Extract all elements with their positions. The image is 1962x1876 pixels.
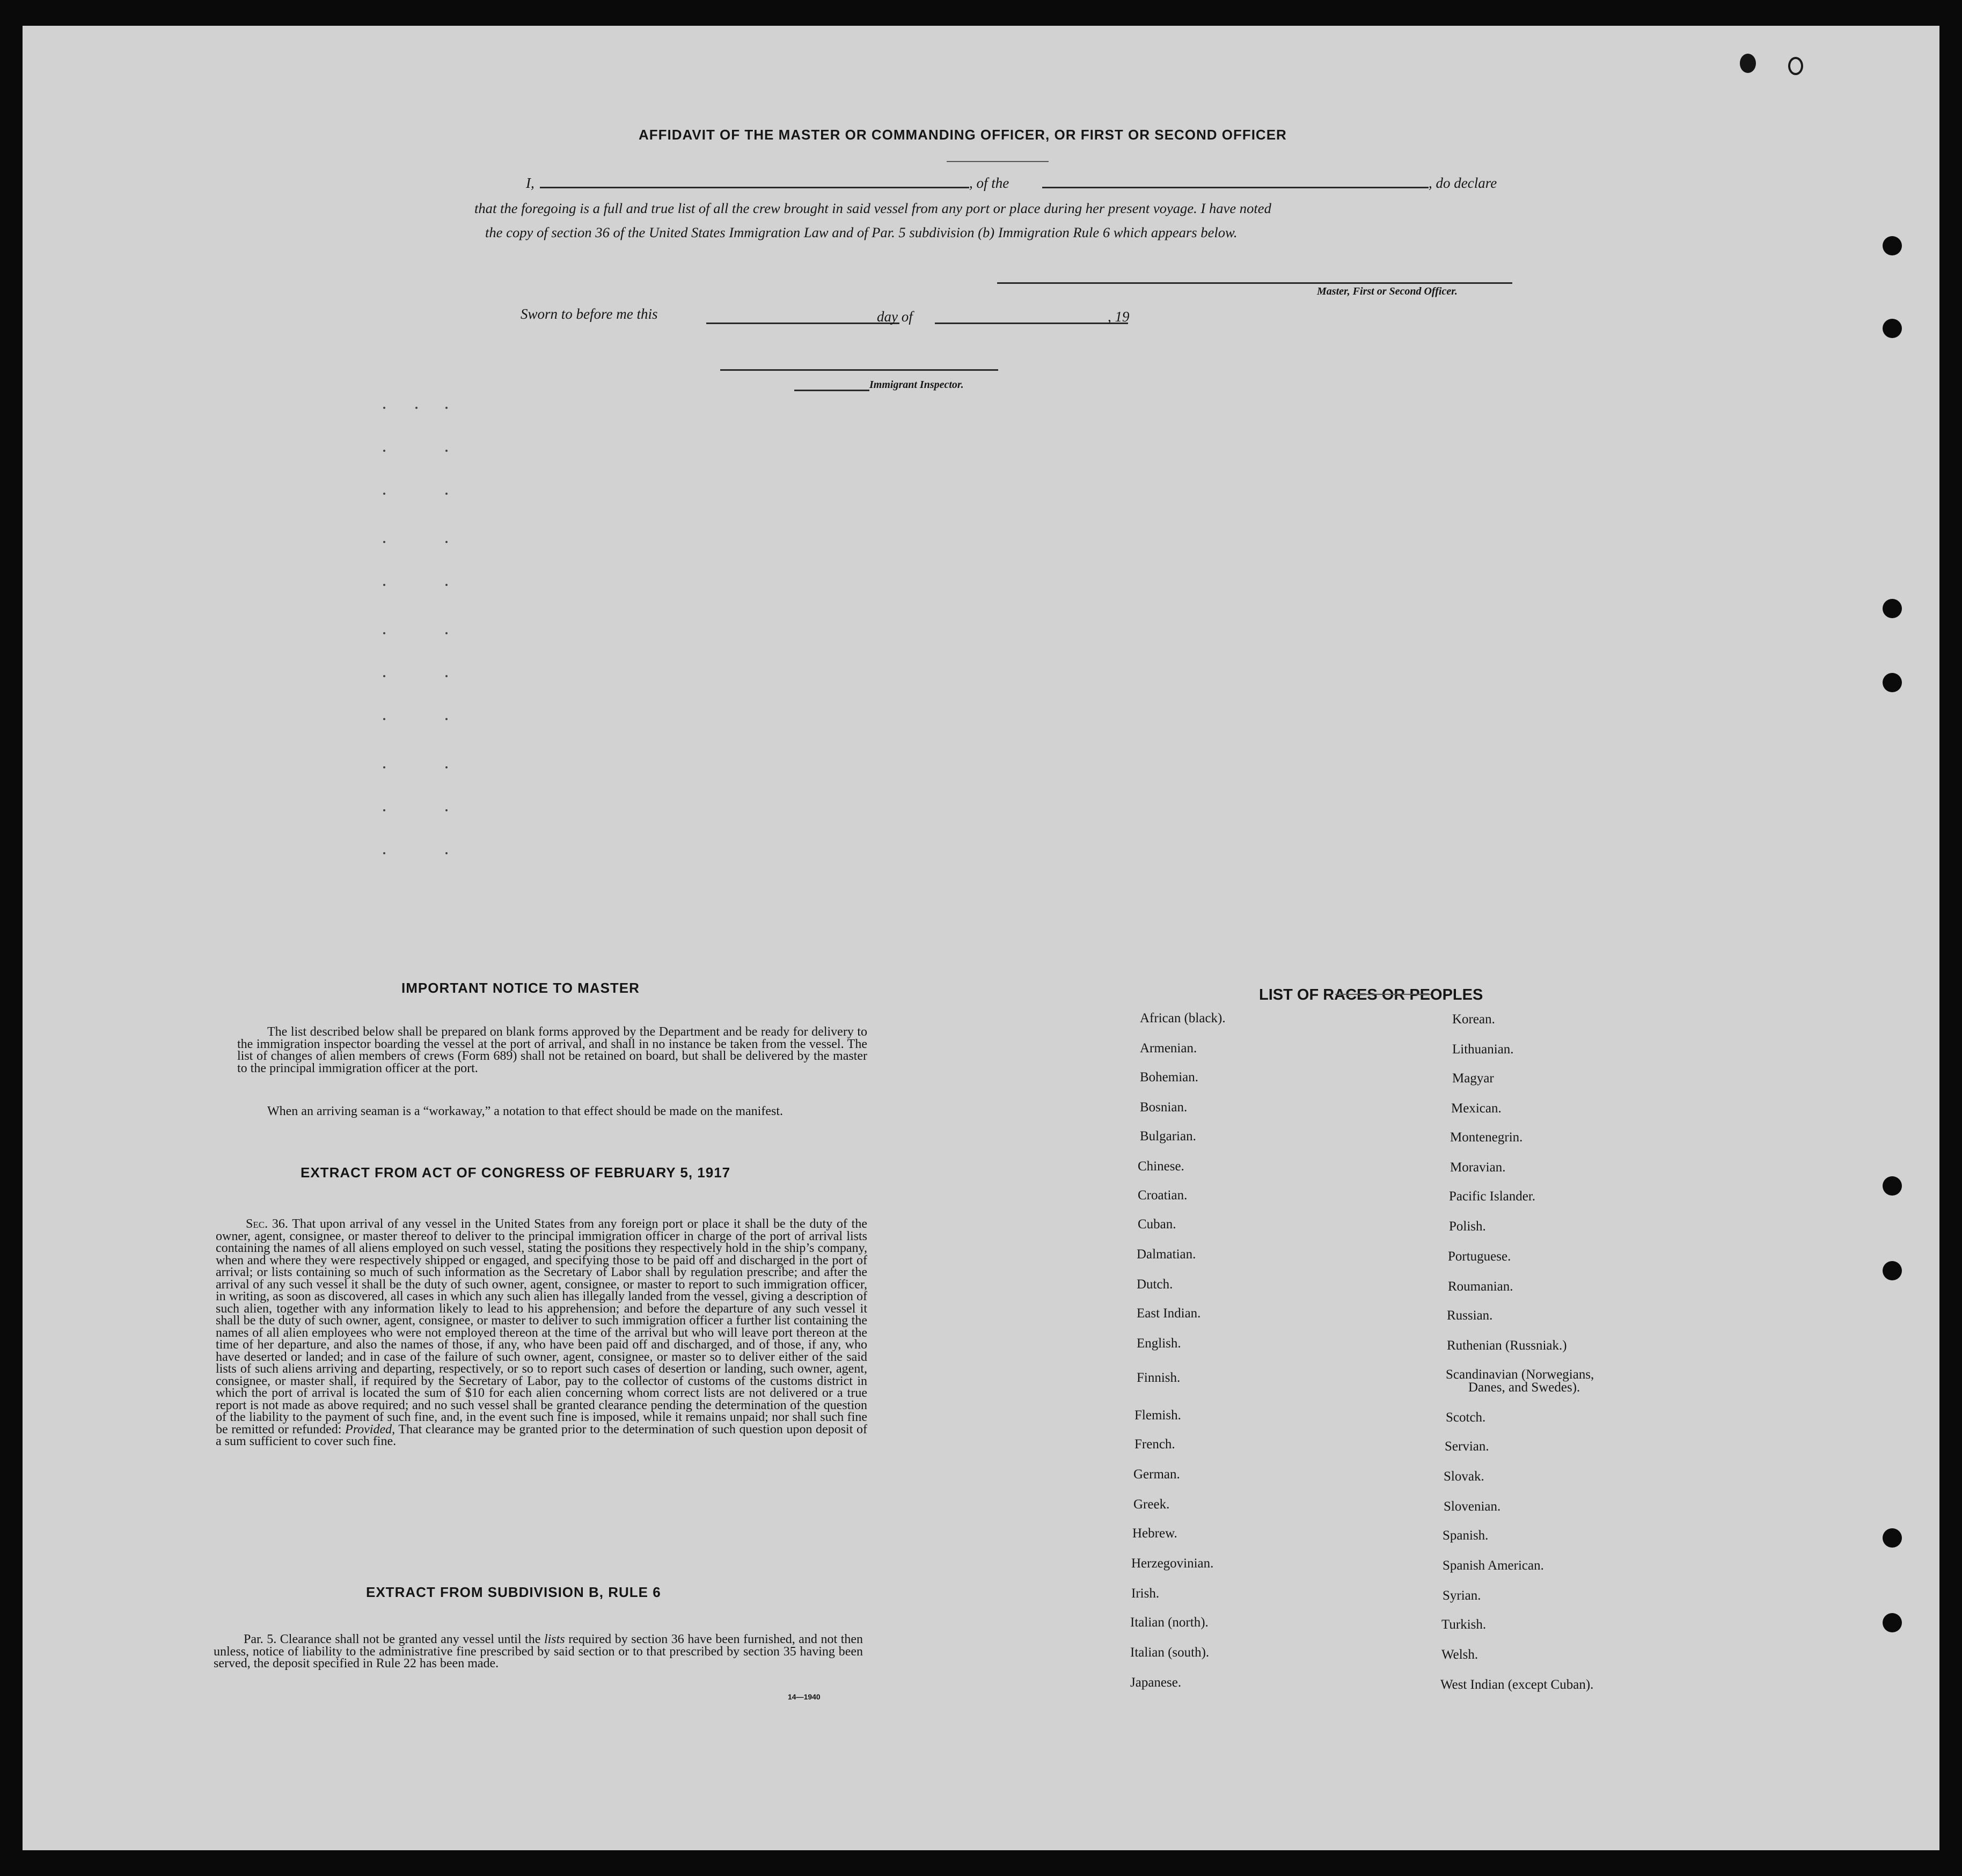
provided-word: Provided,	[345, 1422, 396, 1437]
race-item: Japanese.	[1130, 1675, 1182, 1690]
grid-dot	[445, 675, 448, 677]
declaration-line-2: the copy of section 36 of the United States Immigration Law and of Par. 5 subdivision (b) Immigration Rule 6 which appears below.	[485, 224, 1238, 240]
race-item: Italian (north).	[1130, 1615, 1209, 1630]
grid-dot	[383, 809, 385, 811]
sec-body: That upon arrival of any vessel in the United States from any foreign port or place it shall be the duty of the owner, agent, consignee, or master thereof to deliver to the principal immigration officer in charge of the port of arrival lists containing the names of all aliens employed on such vessel, stating the positions they respectively hold in the ship’s company, when and where they were respectively shipped or engaged, and specifying those to be paid off and discharged in the port of arrival; or lists containing so much of such information as the Secretary of Labor shall by regulation prescribe; and after the arrival of any such vessel it shall be the duty of such owner, agent, consignee, or master to report to such immigration officer, in writing, as soon as discovered, all cases in which any such alien has illegally landed from the vessel, giving a description of such alien, together with any information likely to lead to his apprehension; and before the departure of any such vessel it shall be the duty of such owner, agent, consignee, or master to deliver to such immigration officer a further list containing the names of all alien employees who were not employed thereon at the time of the arrival but who will leave port thereon at the time of her departure, and also the names of those, if any, who have been paid off and discharged, and of those, if any, who have deserted or landed; and in case of the failure of such owner, agent, consignee, or master so to deliver either of the said lists of such aliens arriving and departing, respectively, or so to report such cases of desertion or landing, such owner, agent, consignee, or master shall, if required by the Secretary of Labor, pay to the collector of customs of the customs district in which the port of arrival is located the sum of $10 for each alien concerning whom correct lists are not delivered or a true report is not made as above required; and no such vessel shall be granted clearance pending the determination of the question of the liability to the payment of such fine, and, in the event such fine is imposed, while it remains unpaid; nor shall such fine be remitted or refunded:	[216, 1217, 868, 1437]
race-item: Ruthenian (Russniak.)	[1447, 1338, 1567, 1353]
race-item: Slovenian.	[1444, 1499, 1501, 1514]
rule-paragraph	[214, 1633, 863, 1670]
race-item: Bohemian.	[1140, 1070, 1199, 1084]
race-item: Scotch.	[1446, 1410, 1486, 1425]
notice-title: IMPORTANT NOTICE TO MASTER	[401, 980, 640, 996]
declarant-name-field[interactable]	[540, 187, 969, 188]
binder-hole	[1883, 1261, 1902, 1280]
affidavit-title: AFFIDAVIT OF THE MASTER OR COMMANDING OFFICER, OR FIRST OR SECOND OFFICER	[639, 127, 1287, 143]
race-item: Bulgarian.	[1140, 1129, 1196, 1144]
race-item: Chinese.	[1138, 1159, 1184, 1174]
race-item: Korean.	[1452, 1012, 1495, 1027]
race-item: Pacific Islander.	[1449, 1189, 1536, 1204]
act-extract-title: EXTRACT FROM ACT OF CONGRESS OF FEBRUARY 5, 1917	[301, 1164, 731, 1181]
race-item: Syrian.	[1443, 1588, 1481, 1603]
sec-tail: That clearance may be granted prior to the determination of such question upon deposit of a sum sufficient to cover such fine.	[216, 1422, 867, 1448]
rule-extract-title: EXTRACT FROM SUBDIVISION B, RULE 6	[366, 1584, 661, 1600]
notice-paragraph-1: The list described below shall be prepared on blank forms approved by the Department and be ready for delivery to the immigration inspector boarding the vessel at the port of arrival, and shall in no instance be taken from the vessel. The list of changes of alien members of crews (Form 689) shall not be retained on board, but shall be delivered by the master to the principal immigration officer at the port.	[237, 1025, 867, 1075]
binder-hole	[1883, 599, 1902, 618]
grid-dot	[383, 718, 385, 720]
race-item: German.	[1133, 1467, 1180, 1482]
race-item: Danes, and Swedes).	[1468, 1380, 1580, 1395]
races-divider	[1335, 994, 1431, 995]
sworn-day-field[interactable]	[706, 323, 899, 324]
race-item: Herzegovinian.	[1131, 1556, 1214, 1571]
day-of-label: day of	[877, 309, 913, 325]
race-item: Scandinavian (Norwegians,	[1446, 1367, 1594, 1382]
race-item: Roumanian.	[1448, 1279, 1513, 1294]
grid-dot	[383, 541, 385, 543]
form-code: 14—1940	[788, 1692, 821, 1701]
grid-dot	[383, 450, 385, 452]
grid-dot	[383, 852, 385, 854]
grid-dot	[445, 809, 448, 811]
race-item: Turkish.	[1441, 1617, 1487, 1632]
race-item: French.	[1134, 1437, 1175, 1452]
grid-dot	[445, 493, 448, 495]
race-item: Servian.	[1445, 1439, 1489, 1454]
race-item: Bosnian.	[1140, 1100, 1188, 1115]
year-label: , 19	[1108, 309, 1130, 325]
rule-after: required by section 36 have been furnished, and not then unless, notice of liability to the administrative fine prescribed by said section or to that prescribed by section 35 having been served, the deposit specified in Rule 22 has been made.	[214, 1632, 863, 1671]
race-item: Montenegrin.	[1450, 1130, 1523, 1145]
binder-hole	[1883, 1528, 1902, 1548]
grid-dot	[445, 852, 448, 854]
races-title: LIST OF RACES OR PEOPLES	[1259, 986, 1483, 1003]
section-36-text	[216, 1218, 867, 1448]
grid-dot	[383, 766, 385, 768]
race-item: Armenian.	[1140, 1041, 1197, 1056]
inspector-signature-line-2[interactable]	[794, 390, 869, 391]
race-item: East Indian.	[1137, 1306, 1201, 1321]
punch-mark-open	[1788, 57, 1803, 75]
race-item: Cuban.	[1138, 1217, 1176, 1232]
punch-mark	[1740, 54, 1756, 73]
binder-hole	[1883, 673, 1902, 692]
grid-dot	[383, 407, 385, 409]
sworn-label: Sworn to before me this	[521, 306, 658, 322]
grid-dot	[445, 450, 448, 452]
grid-dot	[383, 632, 385, 634]
race-item: Dutch.	[1137, 1277, 1173, 1292]
race-item: Spanish American.	[1443, 1558, 1544, 1573]
grid-dot	[445, 766, 448, 768]
binder-hole	[1883, 319, 1902, 338]
master-signature-line[interactable]	[997, 282, 1512, 284]
race-item: Moravian.	[1450, 1160, 1506, 1175]
race-item: Portuguese.	[1448, 1249, 1511, 1264]
race-item: Flemish.	[1134, 1408, 1181, 1423]
grid-dot	[445, 407, 448, 409]
race-item: Welsh.	[1441, 1647, 1478, 1662]
grid-dot	[383, 493, 385, 495]
race-item: Slovak.	[1444, 1469, 1484, 1484]
race-item: Magyar	[1452, 1071, 1494, 1086]
grid-dot	[445, 541, 448, 543]
of-the-label: , of the	[969, 175, 1009, 191]
race-item: Spanish.	[1443, 1528, 1489, 1543]
master-signature-label: Master, First or Second Officer.	[1317, 285, 1458, 297]
binder-hole	[1883, 1613, 1902, 1632]
grid-dot	[383, 675, 385, 677]
race-item: Mexican.	[1451, 1101, 1502, 1116]
grid-dot	[445, 632, 448, 634]
grid-dot	[383, 584, 385, 586]
race-item: Russian.	[1447, 1308, 1493, 1323]
race-item: African (black).	[1140, 1011, 1226, 1025]
divider	[947, 161, 1049, 162]
race-item: Dalmatian.	[1137, 1247, 1196, 1262]
grid-dot	[445, 718, 448, 720]
inspector-label: Immigrant Inspector.	[869, 379, 964, 391]
inspector-signature-line[interactable]	[720, 369, 998, 371]
sec-label: Sec. 36.	[246, 1217, 288, 1231]
binder-hole	[1883, 236, 1902, 255]
race-item: Croatian.	[1138, 1188, 1188, 1203]
document-page	[23, 26, 1939, 1850]
sworn-month-field[interactable]	[935, 323, 1128, 324]
race-item: West Indian (except Cuban).	[1440, 1677, 1594, 1692]
race-item: Italian (south).	[1130, 1645, 1210, 1660]
binder-hole	[1883, 1176, 1902, 1196]
race-item: Polish.	[1449, 1219, 1486, 1234]
lists-word: lists	[544, 1632, 565, 1646]
rule-before: Par. 5. Clearance shall not be granted any vessel until the	[244, 1632, 541, 1646]
race-item: English.	[1137, 1336, 1181, 1351]
declaration-line-1: that the foregoing is a full and true list of all the crew brought in said vessel from any port or place during her present voyage. I have noted	[474, 200, 1271, 216]
race-item: Finnish.	[1137, 1371, 1181, 1385]
notice-paragraph-2: When an arriving seaman is a “workaway,” a notation to that effect should be made on the manifest.	[267, 1104, 783, 1118]
grid-dot	[445, 584, 448, 586]
race-item: Irish.	[1131, 1586, 1160, 1601]
race-item: Hebrew.	[1132, 1526, 1177, 1541]
do-declare-label: , do declare	[1429, 175, 1497, 191]
grid-dot	[415, 407, 418, 409]
vessel-name-field[interactable]	[1042, 187, 1429, 188]
race-item: Greek.	[1133, 1497, 1170, 1512]
declarant-prefix: I,	[526, 175, 535, 191]
race-item: Lithuanian.	[1452, 1042, 1514, 1057]
